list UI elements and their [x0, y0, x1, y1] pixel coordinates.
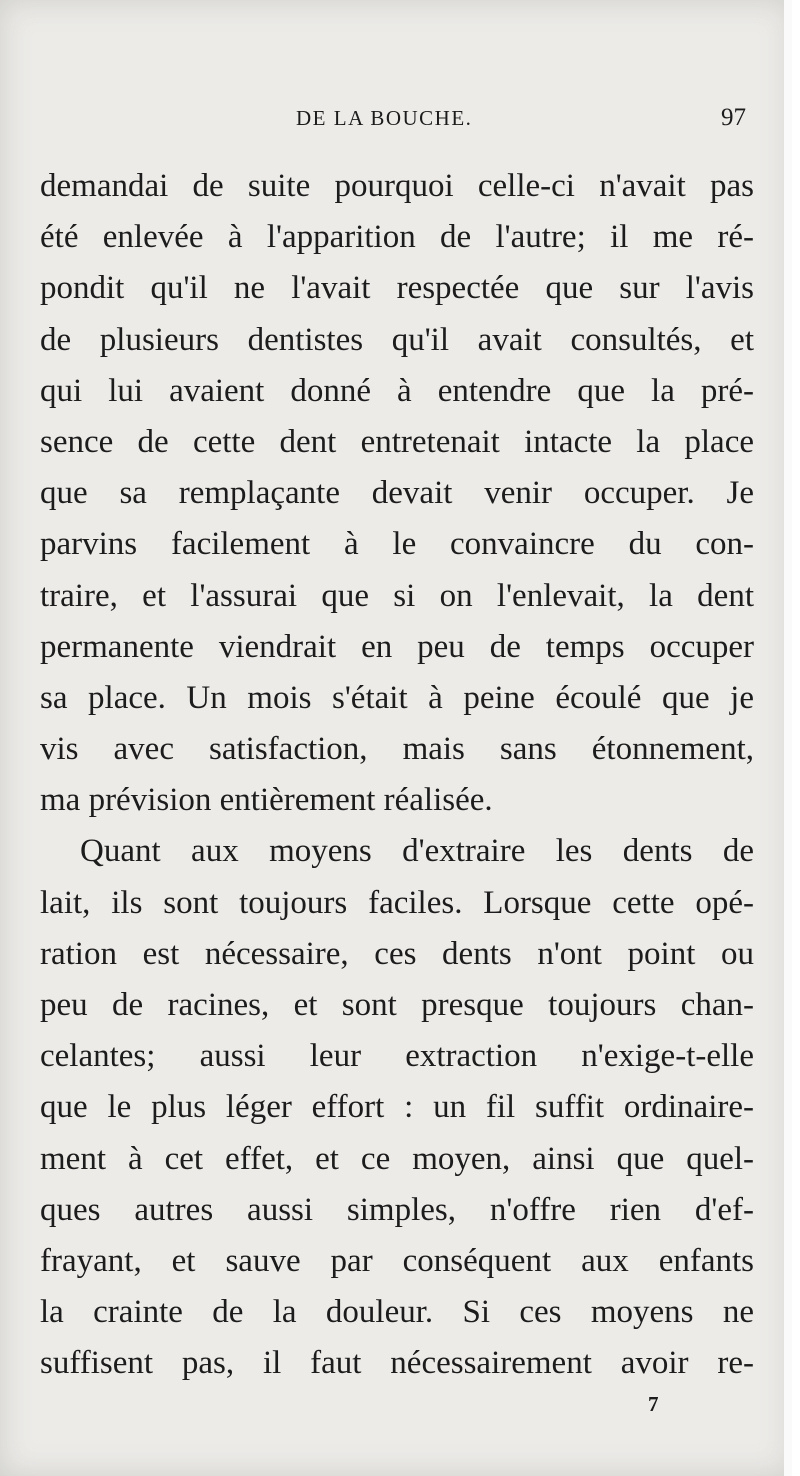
text-line: traire, et l'assurai que si on l'enlevait, la dent — [40, 577, 754, 614]
body-text — [40, 161, 754, 1390]
page-header — [40, 102, 746, 136]
signature-mark: 7 — [648, 1392, 659, 1416]
text-line: frayant, et sauve par conséquent aux enfants — [40, 1242, 754, 1279]
text-line: permanente viendrait en peu de temps occuper — [40, 628, 754, 665]
paragraph-end-line: ma prévision entièrement réalisée. — [40, 782, 493, 819]
text-line: sence de cette dent entretenait intacte la place — [40, 423, 754, 460]
text-line: la crainte de la douleur. Si ces moyens ne — [40, 1294, 754, 1331]
text-line: suffisent pas, il faut nécessairement avoir re- — [40, 1345, 754, 1382]
text-line: peu de racines, et sont presque toujours chan- — [40, 987, 754, 1023]
text-line: qui lui avaient donné à entendre que la pré- — [40, 372, 754, 409]
page-edge — [784, 0, 792, 1476]
text-line: ques autres aussi simples, n'offre rien d'ef- — [40, 1191, 754, 1228]
paragraph-start-line: Quant aux moyens d'extraire les dents de — [80, 833, 754, 870]
text-line: demandai de suite pourquoi celle-ci n'avait pas — [40, 168, 754, 204]
text-line: été enlevée à l'apparition de l'autre; il me ré- — [40, 219, 754, 256]
text-line: sa place. Un mois s'était à peine écoulé que je — [40, 679, 754, 716]
text-line: celantes; aussi leur extraction n'exige-t-elle — [40, 1038, 754, 1075]
text-line: que le plus léger effort : un fil suffit ordinaire- — [40, 1089, 754, 1126]
text-line: de plusieurs dentistes qu'il avait consultés, et — [40, 321, 754, 358]
text-line: parvins facilement à le convaincre du con- — [40, 526, 754, 563]
text-line: que sa remplaçante devait venir occuper. Je — [40, 475, 754, 512]
text-line: vis avec satisfaction, mais sans étonnement, — [40, 731, 754, 768]
text-line: ration est nécessaire, ces dents n'ont point ou — [40, 935, 754, 972]
running-head: DE LA BOUCHE. — [296, 106, 473, 130]
text-line: ment à cet effet, et ce moyen, ainsi que quel- — [40, 1140, 754, 1177]
page-number: 97 — [721, 104, 746, 131]
text-line: lait, ils sont toujours faciles. Lorsque cette opé- — [40, 884, 754, 921]
text-line: pondit qu'il ne l'avait respectée que sur l'avis — [40, 270, 754, 307]
